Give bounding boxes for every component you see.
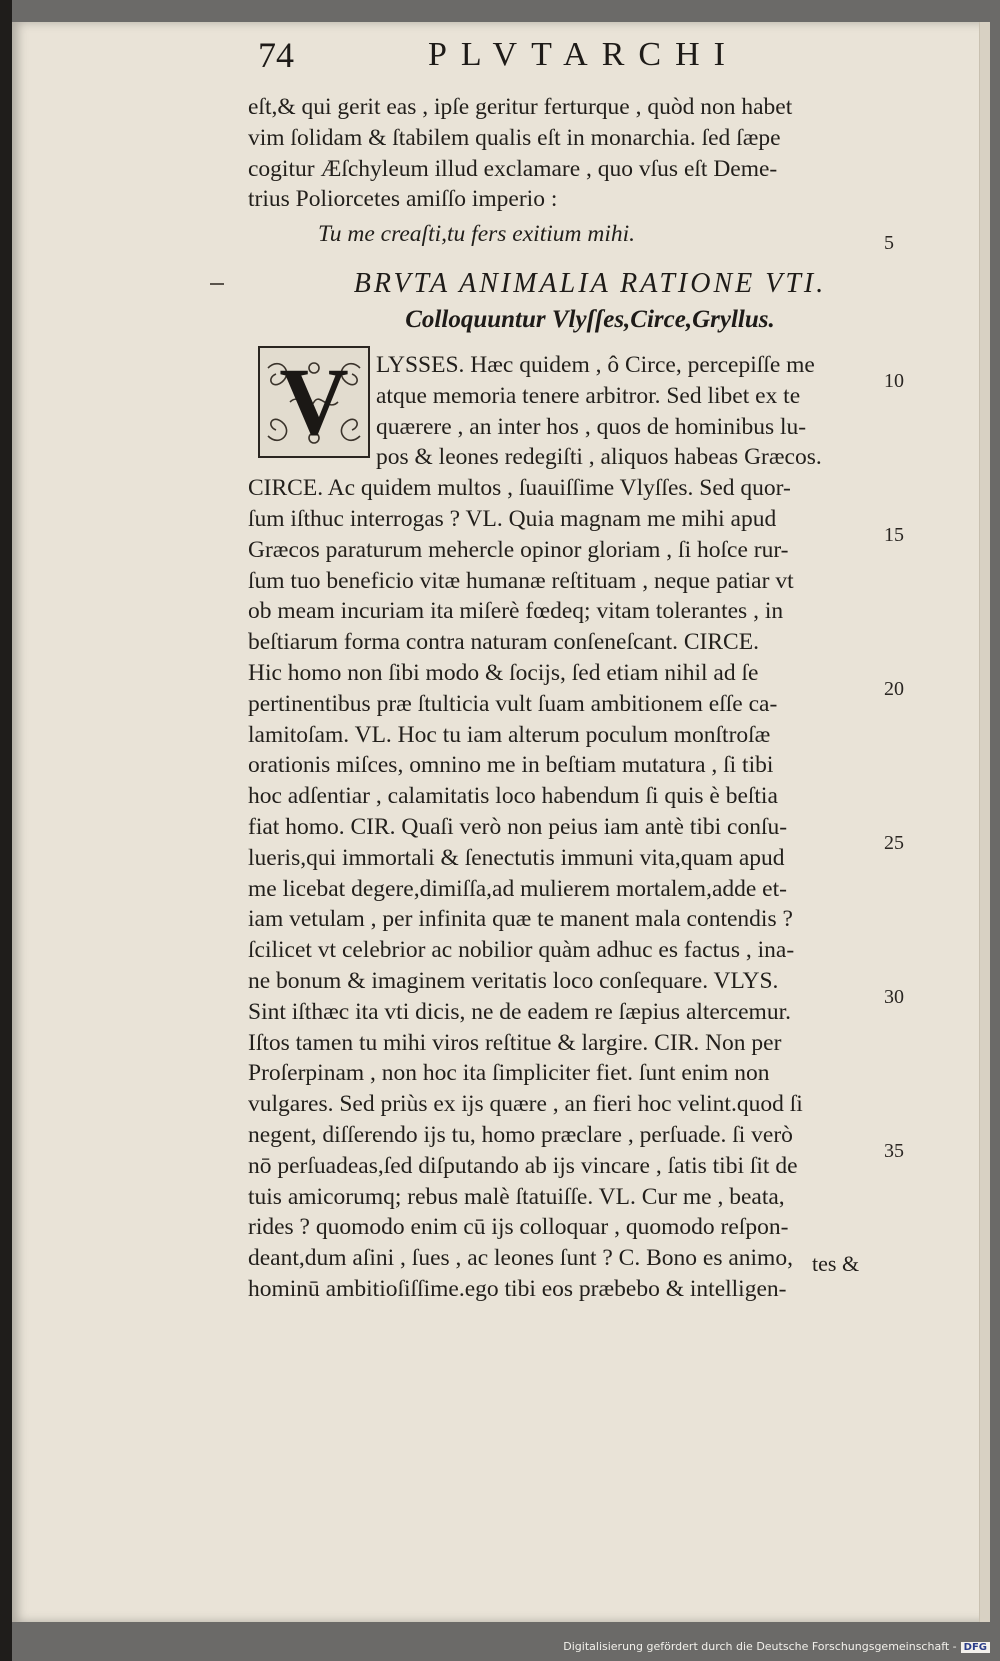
subtitle-line: Colloquuntur Vlyſſes,Circe,Gryllus.	[405, 306, 775, 333]
text-line: hominū ambitioſiſſime.ego tibi eos præbebo & intelligen-	[248, 1275, 787, 1302]
margin-line-number: 15	[884, 524, 904, 546]
text-line: vim ſolidam & ſtabilem qualis eſt in monarchia. ſed ſæpe	[248, 124, 781, 151]
text-line: deant,dum aſini , ſues , ac leones ſunt ? C. Bono es animo,	[248, 1245, 793, 1272]
text-line: ne bonum & imaginem veritatis loco conſequare. VLYS.	[248, 967, 779, 994]
text-line: ſum iſthuc interrogas ? VL. Quia magnam me mihi apud	[248, 505, 777, 532]
margin-line-number: 5	[884, 232, 894, 254]
text-line: ob meam incuriam ita miſerè fœdeq; vitam tolerantes , in	[248, 598, 784, 625]
text-line: orationis miſces, omnino me in beſtiam mutatura , ſi tibi	[248, 752, 774, 779]
text-line: vulgares. Sed priùs ex ijs quære , an fieri hoc velint.quod ſi	[248, 1091, 803, 1118]
catchword: tes &	[812, 1251, 860, 1276]
text-line: Iſtos tamen tu mihi viros reſtitue & largire. CIR. Non per	[248, 1029, 782, 1056]
page-header	[258, 34, 878, 84]
text-line: atque memoria tenere arbitror. Sed libet ex te	[376, 382, 801, 409]
page-edge	[979, 22, 990, 1622]
digitization-footer	[520, 1640, 990, 1656]
text-line: cogitur Æſchyleum illud exclamare , quo vſus eſt Deme-	[248, 155, 778, 182]
dialog-text-block	[248, 350, 888, 1305]
title-line: BRVTA ANIMALIA RATIONE VTI.	[353, 268, 827, 299]
text-line: Hic homo non ſibi modo & ſocijs, ſed etiam nihil ad ſe	[248, 659, 759, 686]
text-line: Proſerpinam , non hoc ita ſimpliciter fiet. ſunt enim non	[248, 1060, 770, 1087]
text-line: hoc adſentiar , calamitatis loco habendum ſi quis è beſtia	[248, 783, 778, 810]
text-line: beſtiarum forma contra naturam conſeneſcant. CIRCE.	[248, 629, 759, 656]
text-line: lamitoſam. VL. Hoc tu iam alterum poculum monſtroſæ	[248, 721, 771, 748]
margin-line-number: 25	[884, 832, 904, 854]
text-line: lueris,qui immortali & ſenectutis immuni vita,quam apud	[248, 844, 785, 871]
text-line: ſcilicet vt celebrior ac nobilior quàm adhuc es factus , ina-	[248, 937, 795, 964]
text-line: ſum tuo beneficio vitæ humanæ reſtituam , neque patiar vt	[248, 567, 794, 594]
text-line: pos & leones redegiſti , aliquos habeas Græcos.	[376, 444, 822, 471]
text-line: negent, diſſerendo ijs tu, homo præclare , perſuade. ſi verò	[248, 1121, 793, 1148]
text-line: quærere , an inter hos , quos de hominibus lu-	[376, 413, 807, 440]
margin-dash	[210, 283, 224, 285]
dfg-logo: DFG	[961, 1642, 990, 1653]
text-line: eſt,& qui gerit eas , ipſe geritur ferturque , quòd non habet	[248, 94, 793, 120]
margin-line-number: 10	[884, 370, 904, 392]
text-line: CIRCE. Ac quidem multos , ſuauiſſime Vlyſſes. Sed quor-	[248, 475, 791, 502]
text-line: LYSSES. Hæc quidem , ô Circe, percepiſſe me	[376, 352, 815, 378]
text-line: Græcos paraturum mehercle opinor gloriam , ſi hoſce rur-	[248, 536, 789, 563]
text-line: nō perſuadeas,ſed diſputando ab ijs vincare , ſatis tibi ſit de	[248, 1152, 798, 1179]
text-line: me licebat degere,dimiſſa,ad mulierem mortalem,adde et-	[248, 875, 787, 902]
top-text-block	[248, 92, 888, 250]
margin-line-number: 30	[884, 986, 904, 1008]
text-line: fiat homo. CIR. Quaſi verò non peius iam antè tibi conſu-	[248, 813, 788, 840]
margin-line-number: 20	[884, 678, 904, 700]
text-line: pertinentibus præ ſtulticia vult ſuam ambitionem eſſe ca-	[248, 690, 778, 717]
running-head: PLVTARCHI	[428, 36, 739, 73]
text-line: rides ? quomodo enim cū ijs colloquar , quomodo reſpon-	[248, 1214, 789, 1241]
initial-letter: V	[279, 348, 349, 455]
verse-line: Tu me creaſti,tu fers exitium mihi.	[318, 221, 635, 248]
text-line: iam vetulam , per infinita quæ te manent mala contendis ?	[248, 906, 793, 933]
book-binding	[0, 0, 12, 1661]
text-line: Sint iſthæc ita vti dicis, ne de eadem re ſæpius altercemur.	[248, 998, 791, 1025]
footer-text: Digitalisierung gefördert durch die Deutsche Forschungsgemeinschaft -	[563, 1640, 957, 1653]
text-line: tuis amicorumq; rebus malè ſtatuiſſe. VL. Cur me , beata,	[248, 1183, 785, 1210]
margin-line-number: 35	[884, 1140, 904, 1162]
text-line: trius Poliorcetes amiſſo imperio :	[248, 186, 558, 213]
section-title	[290, 268, 890, 342]
page-number: 74	[258, 35, 294, 75]
